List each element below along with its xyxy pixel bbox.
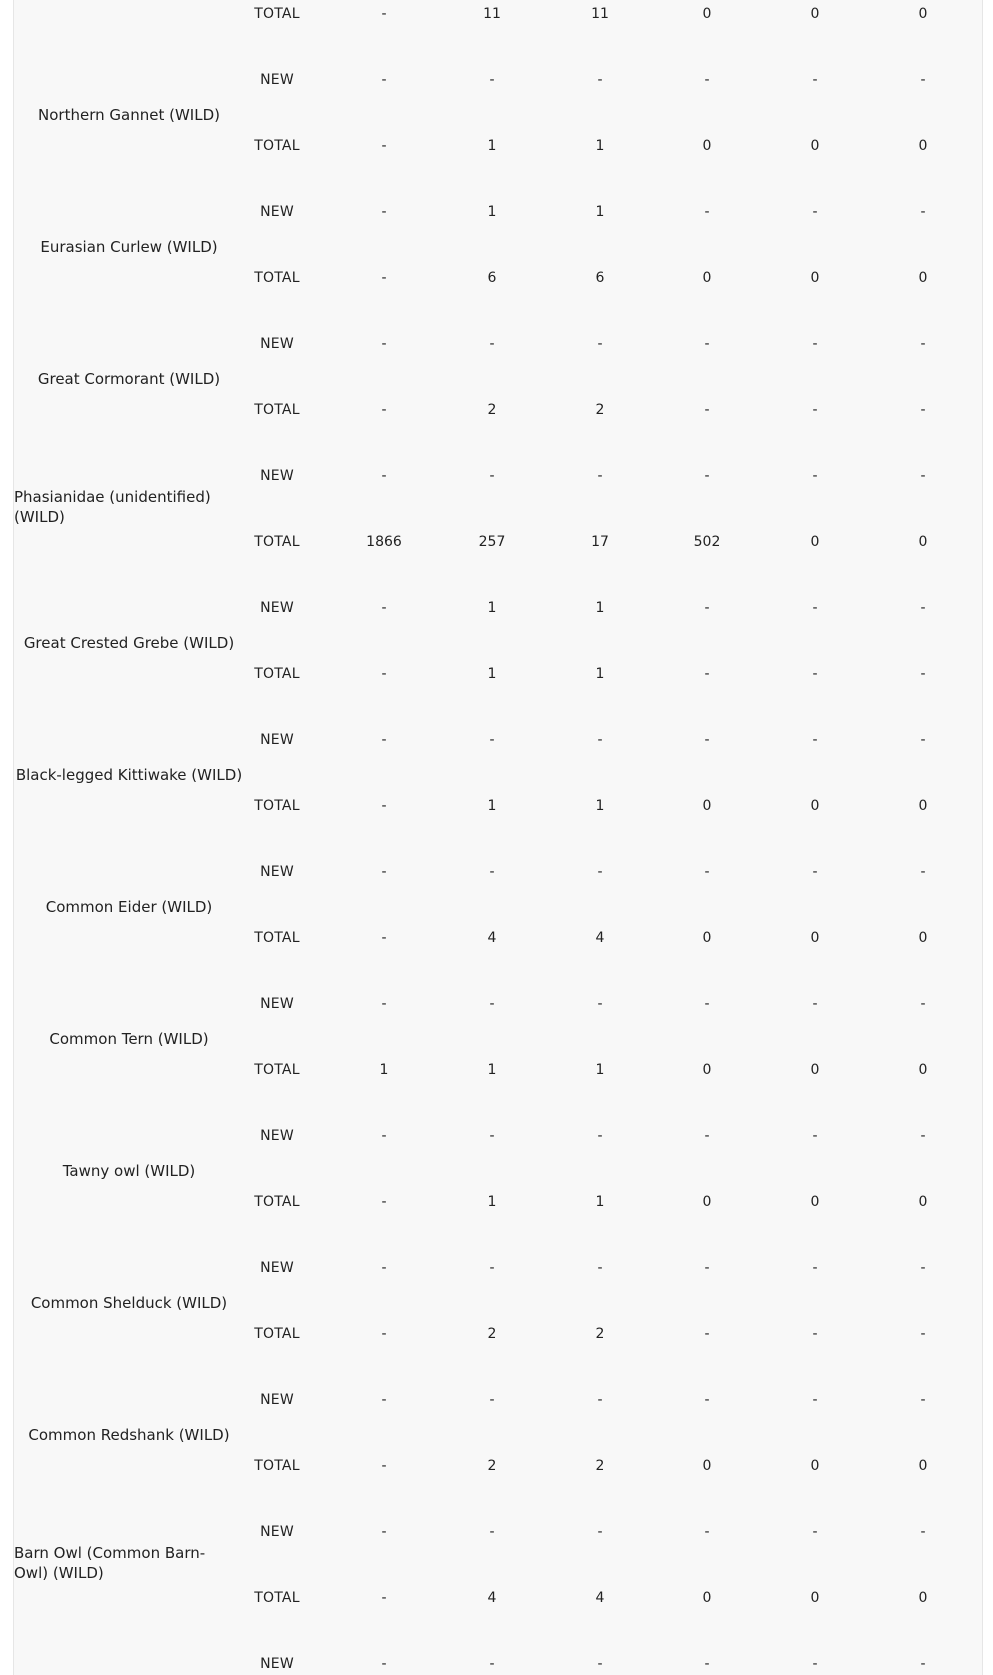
value-cell: -: [920, 1392, 926, 1408]
value-cell: -: [812, 1128, 818, 1144]
value-cell: -: [920, 864, 926, 880]
value-cell: 1: [487, 138, 497, 154]
value-cell: 0: [702, 1062, 712, 1078]
value-cell: 1: [595, 600, 605, 616]
row-type-label: NEW: [260, 600, 294, 616]
value-cell: -: [704, 1128, 710, 1144]
value-cell: -: [597, 468, 603, 484]
value-cell: 0: [702, 930, 712, 946]
species-name: Phasianidae (unidentified) (WILD): [14, 488, 211, 526]
value-cell: -: [489, 72, 495, 88]
value-cell: -: [489, 468, 495, 484]
value-cell: 0: [918, 798, 928, 814]
value-cell: 11: [483, 6, 501, 22]
value-cell: -: [812, 204, 818, 220]
value-cell: -: [704, 336, 710, 352]
table-row-total: [14, 928, 983, 948]
row-type-label: NEW: [260, 336, 294, 352]
value-cell: -: [381, 402, 387, 418]
row-type-label: TOTAL: [254, 930, 300, 946]
value-cell: -: [704, 1260, 710, 1276]
value-cell: -: [704, 1392, 710, 1408]
value-cell: -: [381, 1656, 387, 1672]
value-cell: 0: [702, 1458, 712, 1474]
row-type-label: NEW: [260, 1392, 294, 1408]
value-cell: 0: [810, 1194, 820, 1210]
value-cell: 11: [591, 6, 609, 22]
species-name: Common Eider (WILD): [45, 898, 213, 916]
value-cell: -: [812, 1656, 818, 1672]
table-row-total: [14, 1192, 983, 1212]
value-cell: -: [812, 402, 818, 418]
value-cell: -: [812, 1392, 818, 1408]
value-cell: -: [597, 1392, 603, 1408]
value-cell: -: [812, 864, 818, 880]
value-cell: -: [381, 732, 387, 748]
value-cell: -: [381, 666, 387, 682]
row-type-label: TOTAL: [254, 402, 300, 418]
row-type-label: TOTAL: [254, 1458, 300, 1474]
value-cell: -: [489, 1260, 495, 1276]
table-row-total: [14, 1324, 983, 1344]
value-cell: -: [920, 204, 926, 220]
value-cell: 0: [918, 270, 928, 286]
value-cell: -: [597, 1524, 603, 1540]
value-cell: -: [381, 930, 387, 946]
value-cell: -: [920, 666, 926, 682]
species-name: Eurasian Curlew (WILD): [40, 238, 218, 256]
value-cell: -: [920, 468, 926, 484]
value-cell: -: [381, 138, 387, 154]
value-cell: -: [381, 270, 387, 286]
value-cell: -: [381, 600, 387, 616]
value-cell: 1: [595, 666, 605, 682]
value-cell: -: [920, 402, 926, 418]
value-cell: 0: [810, 138, 820, 154]
table-row-new: [14, 730, 983, 750]
table-row-new: [14, 994, 983, 1014]
row-type-label: TOTAL: [254, 1590, 300, 1606]
value-cell: 6: [595, 270, 605, 286]
value-cell: 0: [810, 270, 820, 286]
row-type-label: NEW: [260, 996, 294, 1012]
table-row-new: [14, 1522, 983, 1542]
value-cell: -: [704, 732, 710, 748]
species-name: Black-legged Kittiwake (WILD): [15, 766, 243, 784]
value-cell: 4: [595, 1590, 605, 1606]
value-cell: -: [489, 336, 495, 352]
row-type-label: NEW: [260, 1524, 294, 1540]
value-cell: -: [704, 1326, 710, 1342]
value-cell: 1: [487, 1194, 497, 1210]
table-row-total: [14, 1588, 983, 1608]
row-type-label: TOTAL: [254, 1326, 300, 1342]
value-cell: -: [381, 6, 387, 22]
value-cell: 0: [918, 1590, 928, 1606]
value-cell: 0: [918, 534, 928, 550]
value-cell: -: [704, 402, 710, 418]
value-cell: -: [489, 732, 495, 748]
value-cell: -: [812, 1524, 818, 1540]
value-cell: -: [381, 1326, 387, 1342]
value-cell: 2: [487, 402, 497, 418]
value-cell: 0: [810, 930, 820, 946]
value-cell: -: [704, 600, 710, 616]
value-cell: -: [812, 1326, 818, 1342]
value-cell: 0: [702, 1194, 712, 1210]
row-type-label: TOTAL: [254, 534, 300, 550]
value-cell: -: [597, 732, 603, 748]
table-row-total: [14, 1060, 983, 1080]
table-row-new: [14, 1126, 983, 1146]
value-cell: 0: [810, 1062, 820, 1078]
value-cell: -: [381, 1392, 387, 1408]
value-cell: 4: [487, 930, 497, 946]
row-type-label: NEW: [260, 1128, 294, 1144]
species-name: Northern Gannet (WILD): [38, 106, 220, 124]
value-cell: -: [381, 1128, 387, 1144]
table-row-total: [14, 796, 983, 816]
value-cell: -: [920, 1524, 926, 1540]
value-cell: -: [812, 1260, 818, 1276]
row-type-label: TOTAL: [254, 1194, 300, 1210]
value-cell: -: [920, 732, 926, 748]
value-cell: 0: [918, 1194, 928, 1210]
value-cell: -: [704, 72, 710, 88]
table-row-total: [14, 532, 983, 552]
value-cell: 2: [595, 1326, 605, 1342]
value-cell: -: [381, 336, 387, 352]
table-row-new: [14, 862, 983, 882]
value-cell: -: [920, 1260, 926, 1276]
value-cell: 0: [810, 1458, 820, 1474]
value-cell: 257: [478, 534, 506, 550]
value-cell: 0: [810, 1590, 820, 1606]
value-cell: 6: [487, 270, 497, 286]
value-cell: -: [381, 996, 387, 1012]
value-cell: -: [381, 1260, 387, 1276]
table-row-total: [14, 268, 983, 288]
table-row-new: [14, 70, 983, 90]
value-cell: -: [920, 996, 926, 1012]
table-row-new: [14, 598, 983, 618]
value-cell: -: [812, 996, 818, 1012]
row-type-label: NEW: [260, 732, 294, 748]
value-cell: -: [489, 1656, 495, 1672]
value-cell: 1: [379, 1062, 389, 1078]
species-name: Common Redshank (WILD): [28, 1426, 230, 1444]
species-name: Tawny owl (WILD): [62, 1162, 196, 1180]
row-type-label: NEW: [260, 204, 294, 220]
value-cell: 502: [693, 534, 721, 550]
value-cell: 4: [487, 1590, 497, 1606]
value-cell: 0: [810, 534, 820, 550]
value-cell: 0: [702, 270, 712, 286]
value-cell: -: [704, 996, 710, 1012]
value-cell: -: [597, 336, 603, 352]
value-cell: -: [812, 72, 818, 88]
value-cell: 1: [595, 1194, 605, 1210]
table-row-new: [14, 334, 983, 354]
value-cell: 1: [487, 798, 497, 814]
row-type-label: NEW: [260, 468, 294, 484]
value-cell: -: [812, 600, 818, 616]
value-cell: -: [704, 1524, 710, 1540]
value-cell: -: [597, 1656, 603, 1672]
value-cell: -: [704, 468, 710, 484]
outbreak-species-table: [13, 0, 983, 1675]
value-cell: -: [381, 72, 387, 88]
value-cell: 0: [810, 798, 820, 814]
value-cell: -: [920, 72, 926, 88]
value-cell: 17: [591, 534, 609, 550]
species-name: Common Tern (WILD): [49, 1030, 209, 1048]
value-cell: 1: [595, 798, 605, 814]
value-cell: -: [381, 864, 387, 880]
value-cell: 0: [918, 1062, 928, 1078]
species-name: Common Shelduck (WILD): [30, 1294, 228, 1312]
table-row-total: [14, 664, 983, 684]
value-cell: 1: [595, 138, 605, 154]
value-cell: -: [704, 666, 710, 682]
value-cell: -: [597, 996, 603, 1012]
value-cell: 4: [595, 930, 605, 946]
value-cell: 0: [918, 930, 928, 946]
value-cell: -: [489, 1392, 495, 1408]
value-cell: -: [489, 1524, 495, 1540]
value-cell: -: [812, 468, 818, 484]
value-cell: -: [920, 600, 926, 616]
value-cell: 1866: [366, 534, 402, 550]
value-cell: -: [597, 72, 603, 88]
table-row-new: [14, 202, 983, 222]
value-cell: 1: [487, 204, 497, 220]
value-cell: 1: [487, 600, 497, 616]
value-cell: 2: [487, 1326, 497, 1342]
row-type-label: TOTAL: [254, 138, 300, 154]
value-cell: -: [704, 1656, 710, 1672]
value-cell: 0: [918, 6, 928, 22]
species-name: Great Cormorant (WILD): [37, 370, 221, 388]
value-cell: -: [920, 1326, 926, 1342]
row-type-label: TOTAL: [254, 6, 300, 22]
row-type-label: TOTAL: [254, 798, 300, 814]
row-type-label: NEW: [260, 72, 294, 88]
row-type-label: NEW: [260, 1656, 294, 1672]
value-cell: -: [704, 204, 710, 220]
value-cell: -: [920, 1656, 926, 1672]
value-cell: -: [597, 864, 603, 880]
value-cell: -: [597, 1260, 603, 1276]
value-cell: -: [381, 798, 387, 814]
value-cell: -: [489, 996, 495, 1012]
table-row-new: [14, 466, 983, 486]
value-cell: 2: [487, 1458, 497, 1474]
value-cell: -: [597, 1128, 603, 1144]
value-cell: -: [381, 1524, 387, 1540]
value-cell: 0: [702, 6, 712, 22]
value-cell: -: [381, 1194, 387, 1210]
table-row-total: [14, 400, 983, 420]
row-type-label: TOTAL: [254, 270, 300, 286]
value-cell: 2: [595, 1458, 605, 1474]
value-cell: -: [920, 1128, 926, 1144]
table-row-total: [14, 4, 983, 24]
value-cell: -: [812, 732, 818, 748]
table-row-total: [14, 136, 983, 156]
table-row-new: [14, 1258, 983, 1278]
value-cell: -: [381, 1458, 387, 1474]
value-cell: 1: [487, 666, 497, 682]
row-type-label: NEW: [260, 1260, 294, 1276]
row-type-label: TOTAL: [254, 1062, 300, 1078]
value-cell: 2: [595, 402, 605, 418]
value-cell: 0: [702, 798, 712, 814]
value-cell: 1: [595, 1062, 605, 1078]
table-row-new: [14, 1390, 983, 1410]
value-cell: -: [920, 336, 926, 352]
value-cell: 0: [702, 1590, 712, 1606]
value-cell: 1: [487, 1062, 497, 1078]
row-type-label: TOTAL: [254, 666, 300, 682]
value-cell: -: [489, 1128, 495, 1144]
value-cell: -: [381, 204, 387, 220]
table-row-total: [14, 1456, 983, 1476]
value-cell: 1: [595, 204, 605, 220]
value-cell: 0: [918, 138, 928, 154]
value-cell: -: [381, 468, 387, 484]
row-type-label: NEW: [260, 864, 294, 880]
value-cell: -: [381, 1590, 387, 1606]
value-cell: 0: [702, 138, 712, 154]
table-row-new: [14, 1654, 983, 1674]
value-cell: -: [704, 864, 710, 880]
value-cell: -: [812, 336, 818, 352]
value-cell: -: [812, 666, 818, 682]
value-cell: -: [489, 864, 495, 880]
value-cell: 0: [918, 1458, 928, 1474]
species-name: Barn Owl (Common Barn-Owl) (WILD): [14, 1544, 206, 1582]
species-name: Great Crested Grebe (WILD): [23, 634, 235, 652]
value-cell: 0: [810, 6, 820, 22]
